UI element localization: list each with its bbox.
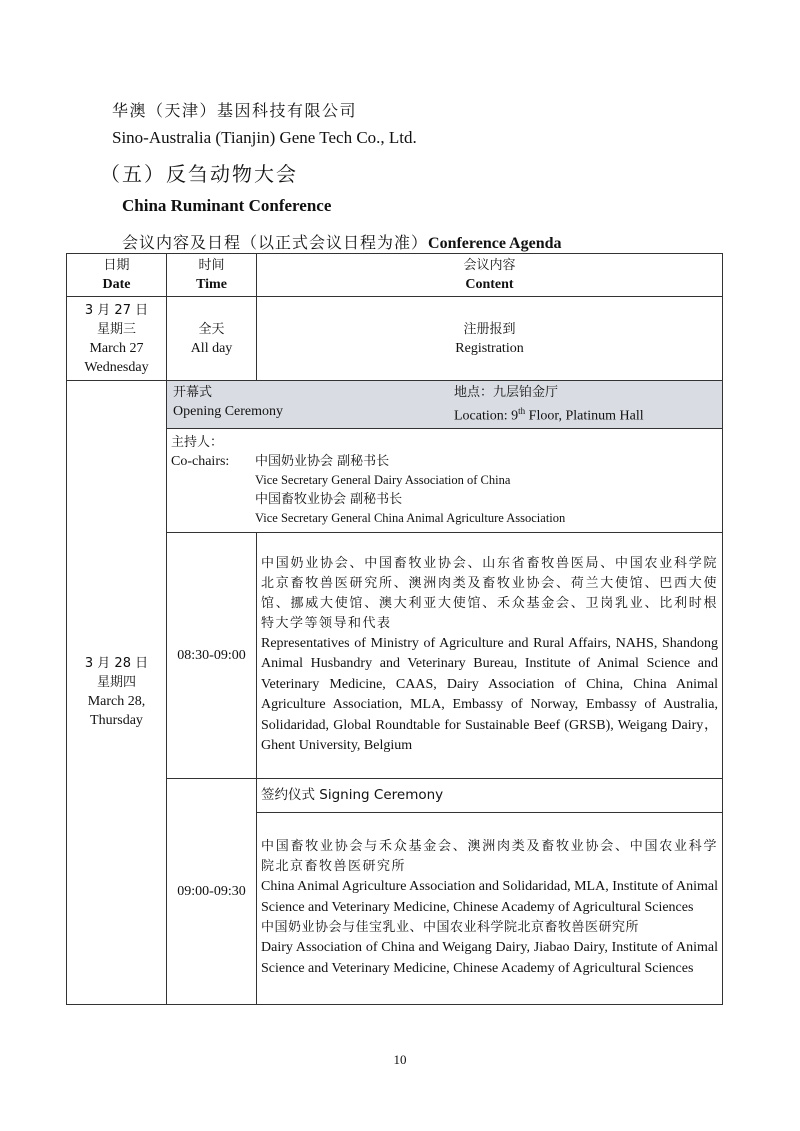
day1-date (67, 297, 167, 381)
day2-date-zh1: 3 月 28 日 (84, 656, 149, 672)
signing-b-en: Dairy Association of China and Weigang Dairy, Jiabao Dairy, Institute of Animal Science and Veterinary Medicine, Chinese Academy of Agricultural Sciences (261, 940, 718, 976)
header-content (257, 254, 723, 297)
co-chairs-cell (167, 428, 723, 532)
day1-content (257, 297, 723, 381)
header-time-zh: 时间 (198, 258, 225, 273)
location-zh: 地点：九层铂金厅 (454, 385, 559, 400)
day1-date-en2: Wednesday (84, 359, 149, 375)
page-number: 10 (393, 1052, 407, 1067)
chair1-en: Vice Secretary General Dairy Association of China (255, 472, 511, 487)
section-heading-zh: （五）反刍动物大会 (100, 162, 298, 186)
location-en-post: Floor, Platinum Hall (525, 408, 644, 424)
header-date (67, 254, 167, 297)
company-name-zh: 华澳（天津）基因科技有限公司 (112, 101, 358, 120)
day1-date-en1: March 27 (89, 340, 144, 356)
location-en-pre: Location: 9 (454, 408, 519, 424)
day2-date-en2: Thursday (90, 713, 143, 729)
co-chairs-label-en: Co-chairs: (171, 453, 230, 469)
slot1-content (257, 532, 723, 778)
slot1-en: Representatives of Ministry of Agriculture and Rural Affairs, NAHS, Shandong Animal Husbandry and Veterinary Bureau, Institute of Animal Science and Veterinary Medicine, CAAS, Dairy Association of China, China Animal Agriculture Association, MLA, Embassy of Norway, Embassy of Australia, Solidaridad, Global Roundtable for Sustainable Beef (GRSB), Weigang Dairy， Ghent University, Belgium (261, 635, 718, 754)
header-time (167, 254, 257, 297)
day2-date (67, 381, 167, 1005)
agenda-title-en: Conference Agenda (428, 235, 562, 252)
opening-ceremony-banner (167, 381, 723, 429)
signing-title: 签约仪式 Signing Ceremony (257, 778, 723, 812)
table-row-day1 (67, 297, 723, 381)
agenda-title (122, 230, 561, 253)
slot1-time: 08:30-09:00 (167, 532, 257, 778)
chair2-en: Vice Secretary General China Animal Agriculture Association (255, 510, 566, 525)
header-content-zh: 会议内容 (463, 258, 516, 273)
day1-content-zh: 注册报到 (463, 321, 516, 337)
day1-time-en: All day (190, 340, 233, 356)
day2-date-en1: March 28, (87, 694, 146, 710)
opening-zh: 开幕式 (173, 385, 213, 400)
table-header-row (67, 254, 723, 297)
day1-time-zh: 全天 (198, 321, 225, 337)
slot1-zh: 中国奶业协会、中国畜牧业协会、山东省畜牧兽医局、中国农业科学院北京畜牧兽医研究所、澳洲肉类及畜牧业协会、荷兰大使馆、巴西大使馆、挪威大使馆、澳大利亚大使馆、禾众基金会、卫岗乳业、比利时根特大学等领导和代表 (261, 555, 718, 631)
header-content-en: Content (465, 277, 514, 292)
opening-en: Opening Ceremony (173, 404, 284, 419)
day1-date-zh1: 3 月 27 日 (84, 302, 149, 318)
agenda-title-zh: 会议内容及日程（以正式会议日程为准） (122, 233, 429, 252)
signing-b-zh: 中国奶业协会与佳宝乳业、中国农业科学院北京畜牧兽医研究所 (261, 920, 640, 936)
chair2-zh: 中国畜牧业协会 副秘书长 (255, 491, 403, 507)
day1-content-en: Registration (455, 340, 524, 356)
signing-a-zh: 中国畜牧业协会与禾众基金会、澳洲肉类及畜牧业协会、中国农业科学院北京畜牧兽医研究所 (261, 839, 718, 875)
agenda-table (66, 253, 723, 1005)
day1-time (167, 297, 257, 381)
day2-date-zh2: 星期四 (96, 675, 136, 691)
chair1-zh: 中国奶业协会 副秘书长 (255, 453, 390, 469)
day1-date-zh2: 星期三 (96, 321, 136, 337)
opening-row (67, 381, 723, 429)
header-time-en: Time (196, 277, 227, 292)
co-chairs-label-zh: 主持人： (171, 434, 224, 450)
location-en (454, 402, 716, 426)
signing-detail (257, 812, 723, 1004)
header-date-zh: 日期 (103, 258, 130, 273)
header-date-en: Date (102, 277, 131, 292)
signing-a-en: China Animal Agriculture Association and Solidaridad, MLA, Institute of Animal Science and Veterinary Medicine, Chinese Academy of Agricultural Sciences (261, 879, 718, 915)
slot2-time: 09:00-09:30 (167, 778, 257, 1004)
section-heading-en: China Ruminant Conference (122, 196, 332, 215)
company-name-en: Sino-Australia (Tianjin) Gene Tech Co., Ltd. (112, 128, 417, 147)
location-en-sup: th (518, 406, 526, 416)
